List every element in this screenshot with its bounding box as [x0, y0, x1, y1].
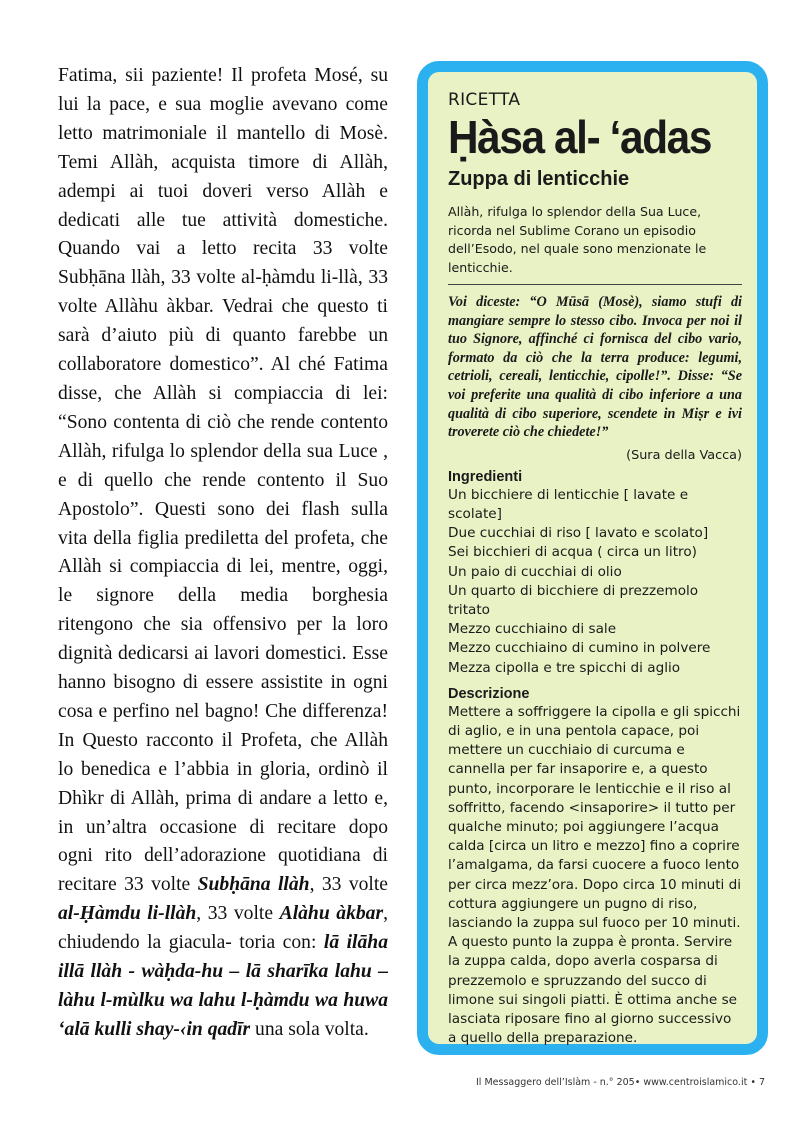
ingredient-item: Un bicchiere di lenticchie [ lavate e scolate] [448, 486, 689, 522]
description-heading: Descrizione [448, 685, 530, 702]
phrase-akbar: Alàhu àkbar [279, 903, 384, 925]
ingredient-item: Un paio di cucchiai di olio [448, 563, 622, 580]
recipe-description: Mettere a soffriggere la cipolla e gli spicchi di aglio, e in una pentola capace, poi mettere un cucchiaio di curcuma e cannella per far insaporire e, a questo punto, incorporare le lenticchie e il riso al soffritto, facendo <insaporire> il tutto per qualche minuto; poi aggiungere l’acqua calda [circa un litro e mezzo] fino a coprire l’amalgama, da farsi cuocere a fuoco lento per circa mezz’ora. Dopo circa 10 minuti di cottura aggiungere un pugno di riso, lasciando la zuppa sul fuoco per 10 minuti. A questo punto la zuppa è pronta. Servire la zuppa calda, dopo averla cosparsa di prezzemolo e spruzzando del succo di limone sui singoli piatti. È ottima anche se lasciata riposare fino al giorno successivo a quello della preparazione. [448, 703, 742, 1047]
recipe-box [417, 61, 768, 1055]
quote-source: (Sura della Vacca) [626, 447, 742, 463]
article-column [58, 62, 388, 1045]
article-text-fragment: 33 volte [321, 874, 388, 896]
article-body-text: Fatima, sii paziente! Il profeta Mosé, su lui la pace, e sua moglie avevano come letto matrimoniale il mantello di Mosè. Temi Allàh, acquista timore di Allàh, adempi ai tuoi doveri verso Allàh e dedicati alle tue attività domestiche. Quando vai a letto recita 33 volte Subḥāna llàh, 33 volte al-ḥàmdu li-llà, 33 volte Allàhu àkbar. Vedrai che questo ti sarà d’aiuto più di quanto farebbe un collaboratore domestico”. Al ché Fatima disse, che Allàh si compiaccia di lei: “Sono contenta di ciò che rende contento Allàh, rifulga lo splendor della sua Luce , e di quello che rende contento il Suo Apostolo”. Questi sono dei flash sulla vita della figlia prediletta del profeta, che Allàh si compiaccia di lei, mentre, oggi, le signore della media borghesia ritengono che sia offensivo per la loro dignità dedicarsi ai lavori domestici. Esse hanno bisogno di essere assistite in ogni cosa e perfino nel bagno! Che differenza! In Questo racconto il Profeta, che Allàh lo benedica e l’abbia in gloria, ordinò il Dhìkr di Allàh, prima di andare a letto e, in un’altra occasione di recitare dopo ogni rito dell’adorazione quotidiana di recitare 33 volte [58, 65, 388, 896]
recipe-title: Ḥàsa al- ‘adas [448, 111, 711, 163]
ingredient-item: Mezzo cucchiaino di sale [448, 621, 617, 638]
ingredient-item: Mezza cipolla e tre spicchi di aglio [448, 659, 681, 676]
ingredients-heading: Ingredienti [448, 468, 523, 485]
article-body: Fatima, sii paziente! Il profeta Mosé, su lui la pace, e sua moglie avevano come letto matrimoniale il mantello di Mosè. Temi Allàh, acquista timore di Allàh, adempi ai tuoi doveri verso Allàh e dedicati alle tue attività domestiche. Quando vai a letto recita 33 volte Subḥāna llàh, 33 volte al-ḥàmdu li-llà, 33 volte Allàhu àkbar. Vedrai che questo ti sarà d’aiuto più di quanto farebbe un collaboratore domestico”. Al ché Fatima disse, che Allàh si compiaccia di lei: “Sono contenta di ciò che rende contento Allàh, rifulga lo splendor della sua Luce , e di quello che rende contento il Suo Apostolo”. Questi sono dei flash sulla vita della figlia prediletta del profeta, che Allàh si compiaccia di lei, mentre, oggi, le signore della media borghesia ritengono che sia offensivo per la loro dignità dedicarsi ai lavori domestici. Esse hanno bisogno di essere assistite in ogni cosa e perfino nel bagno! Che differenza! In Questo racconto il Profeta, che Allàh lo benedica e l’abbia in gloria, ordinò il Dhìkr di Allàh, prima di andare a letto e, in un’altra occasione di recitare dopo ogni rito dell’adorazione quotidiana di recitare 33 volte Subḥāna llàh, 33 volte al-Ḥàmdu li-llàh, 33 volte Alàhu àkbar, chiudendo la giacula- toria con: lā ilāha illā llàh - wàḥda-hu – lā sharīka lahu – làhu l-mùlku wa lahu l-ḥàmdu wa huwa ‘alā kulli shay-‹in qadīr una sola volta. [58, 65, 388, 1040]
article-text-fragment: una sola volta. [250, 1018, 369, 1040]
article-text-fragment: , 33 volte [196, 903, 274, 925]
phrase-subhana: Subḥāna llàh [197, 874, 310, 896]
recipe-intro: Allàh, rifulga lo splendor della Sua Luce, ricorda nel Sublime Corano un episodio dell’Esodo, nel quale sono menzionate le lenticchie. [448, 204, 707, 275]
recipe-kicker: RICETTA [448, 90, 521, 110]
divider [448, 284, 742, 285]
ingredient-item: Sei bicchieri di acqua ( circa un litro) [448, 544, 697, 561]
phrase-tahlil: lā ilāha illā llàh - wàḥda-hu – lā sharīka lahu – làhu l-mùlku wa lahu l-ḥàmdu wa huwa ‘alā kulli shay-‹in qadīr [58, 932, 388, 1040]
recipe-subtitle: Zuppa di lenticchie [448, 168, 630, 190]
ingredient-item: Un quarto di bicchiere di prezzemolo tritato [448, 582, 699, 618]
ingredients-list [448, 486, 742, 678]
page-footer: Il Messaggero dell’Islàm - n.° 205• www.centroislamico.it • 7 [476, 1077, 765, 1088]
article-text-fragment: , chiudendo la giacula- [58, 903, 388, 954]
quran-quote: Voi diceste: “O Mūsā (Mosè), siamo stufi di mangiare sempre lo stesso cibo. Invoca per noi il tuo Signore, affinché ci fornisca del cibo vario, formato da ciò che la terra produce: legumi, cetrioli, cereali, lenticchie, cipolle!”. Disse: “Se voi preferite una qualità di cibo inferiore a una qualità di cibo superiore, scendete in Miṣr e ivi troverete ciò che chiedete!” [448, 294, 742, 441]
phrase-hamdu: al-Ḥàmdu li-llàh [58, 903, 197, 925]
article-text-fragment: toria con: [239, 932, 324, 954]
ingredient-item: Due cucchiai di riso [ lavato e scolato] [448, 525, 709, 542]
ingredient-item: Mezzo cucchiaino di cumino in polvere [448, 640, 711, 657]
